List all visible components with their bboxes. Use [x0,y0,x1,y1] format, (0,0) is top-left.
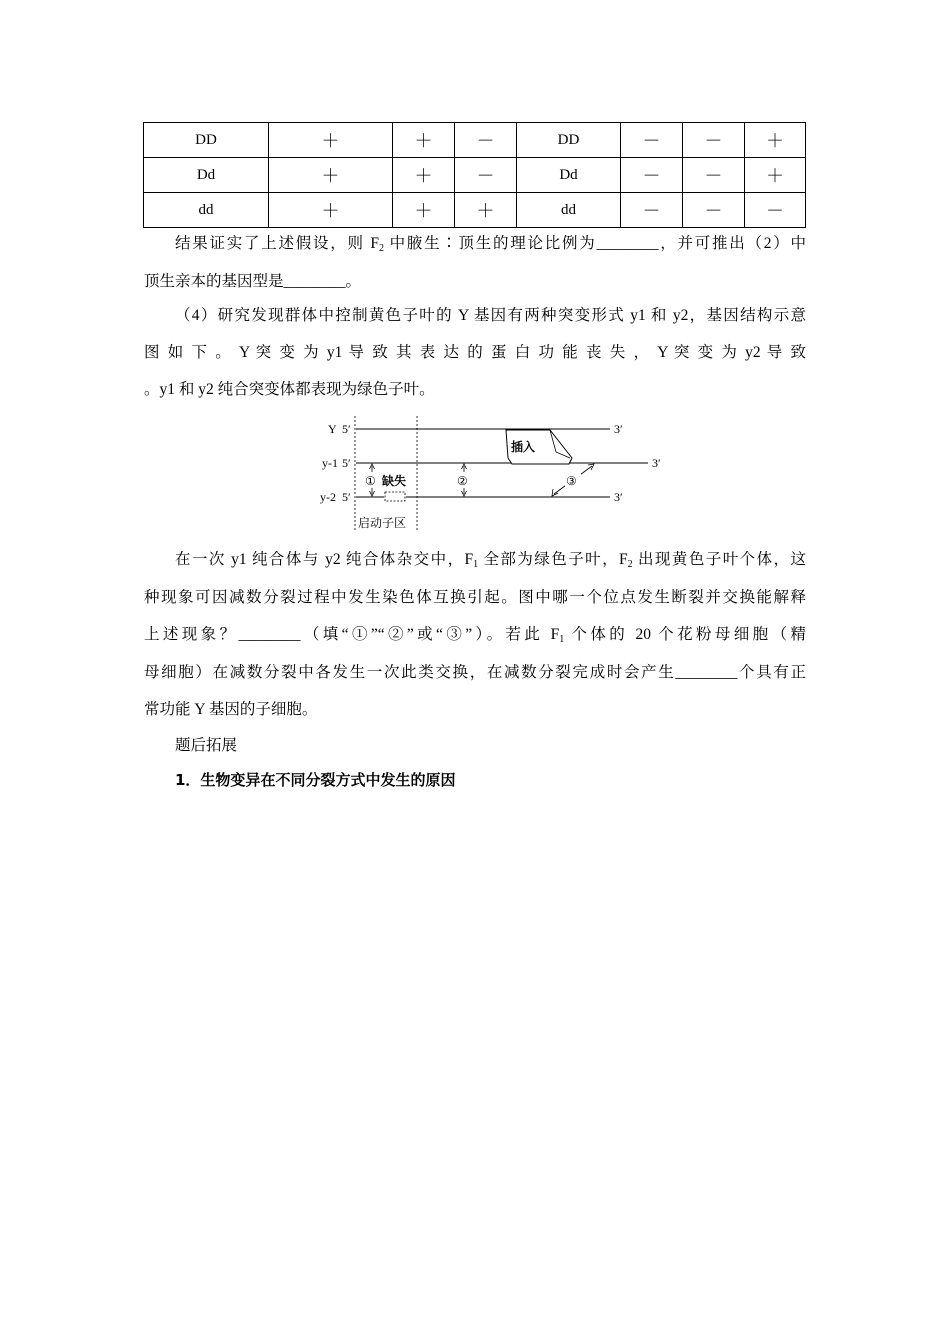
subscript: 2 [378,243,384,254]
genotype-cell: dd [517,193,621,228]
text: ，并可推出（2）中 [658,235,806,252]
promoter-label: 启动子区 [358,516,407,530]
para2-line1 [144,304,806,328]
site1-label: ① [365,474,376,488]
answer-blank: ________ [675,664,738,681]
insertion-label: 插入 [511,440,536,454]
result-cell: ＋ [455,193,517,228]
answer-blank: ________ [596,235,659,252]
para1-line2 [144,270,806,294]
result-cell: ＋ [393,123,455,158]
text: 结果证实了上述假设，则 F [175,235,379,252]
result-cell: － [455,123,517,158]
result-cell: ＋ [269,193,393,228]
para3-line4 [144,661,806,685]
genotype-cell: Dd [517,158,621,193]
answer-blank: ________ [283,273,346,290]
result-cell: － [683,158,745,193]
site3-label: ③ [566,474,577,488]
list-item-1: 1．生物变异在不同分裂方式中发生的原因 [175,771,456,789]
text: 。 [345,273,362,290]
result-cell: － [621,193,683,228]
deletion-box [385,492,405,501]
text: 母细胞）在减数分裂中各发生一次此类交换，在减数分裂完成时会产生 [144,664,676,681]
table-row [144,123,806,158]
result-cell: － [455,158,517,193]
para3-line5: 常功能 Y 基因的子细胞。 [144,701,318,718]
three-prime-label: 3′ [614,422,623,436]
three-prime-label: 3′ [614,490,623,504]
five-prime-label: 5′ [342,490,351,504]
para3-line3 [144,623,806,652]
five-prime-label: 5′ [342,456,351,470]
row-label-y2: y-2 [320,490,336,504]
table-body [144,123,806,228]
text: （4）研究发现群体中控制黄色子叶的 Y 基因有两种突变形式 y1 和 y2，基因结构示意 [175,307,806,324]
result-cell: － [621,158,683,193]
text: 顶生亲本的基因型是 [144,273,284,290]
subscript: 1 [559,634,565,645]
subscript: 2 [627,559,633,570]
genotype-cell: dd [144,193,269,228]
subscript: 1 [473,559,479,570]
result-cell: － [683,123,745,158]
result-cell: － [745,193,806,228]
genotype-table [143,122,806,228]
text: （填“①”“②”或“③”）。若此 F [300,626,560,643]
text: 种现象可因减数分裂过程中发生染色体互换引起。图中哪一个位点发生断裂并交换能解释 [144,589,806,606]
result-cell: ＋ [393,158,455,193]
result-cell: － [683,193,745,228]
para1-line1 [144,232,806,261]
genotype-cell: DD [144,123,269,158]
genotype-cell: Dd [144,158,269,193]
text: 在一次 y1 纯合体与 y2 纯合体杂交中，F [175,551,474,568]
text: 出现黄色子叶个体，这 [632,551,806,568]
table-row [144,158,806,193]
gene-structure-diagram [310,412,670,534]
genotype-cell: DD [517,123,621,158]
answer-blank: ________ [238,626,301,643]
text: 全部为绿色子叶，F [478,551,628,568]
table-row [144,193,806,228]
section-title: 题后拓展 [175,737,238,754]
para2-line3: 。y1 和 y2 纯合突变体都表现为绿色子叶。 [144,381,435,398]
three-prime-label: 3′ [652,456,661,470]
result-cell: ＋ [393,193,455,228]
five-prime-label: 5′ [342,422,351,436]
result-cell: － [621,123,683,158]
result-cell: ＋ [745,158,806,193]
result-cell: ＋ [269,123,393,158]
result-cell: ＋ [745,123,806,158]
text: 中腋生∶顶生的理论比例为 [383,235,597,252]
deletion-label: 缺失 [382,474,407,488]
para3-line1 [144,548,806,577]
row-label-y: Y [328,422,337,436]
site2-label: ② [457,474,468,488]
text: 上述现象？ [144,626,239,643]
text: 个体的 20 个花粉母细胞（精 [564,626,806,643]
row-label-y1: y-1 [322,456,338,470]
result-cell: ＋ [269,158,393,193]
para2-line2 [144,341,806,365]
text: 个具有正 [737,664,806,681]
text: 图 如 下 。 Y 突 变 为 y1 导 致 其 表 达 的 蛋 白 功 能 丧 失 ， Y 突 变 为 y2 导 致 [144,344,806,361]
para3-line2 [144,586,806,610]
